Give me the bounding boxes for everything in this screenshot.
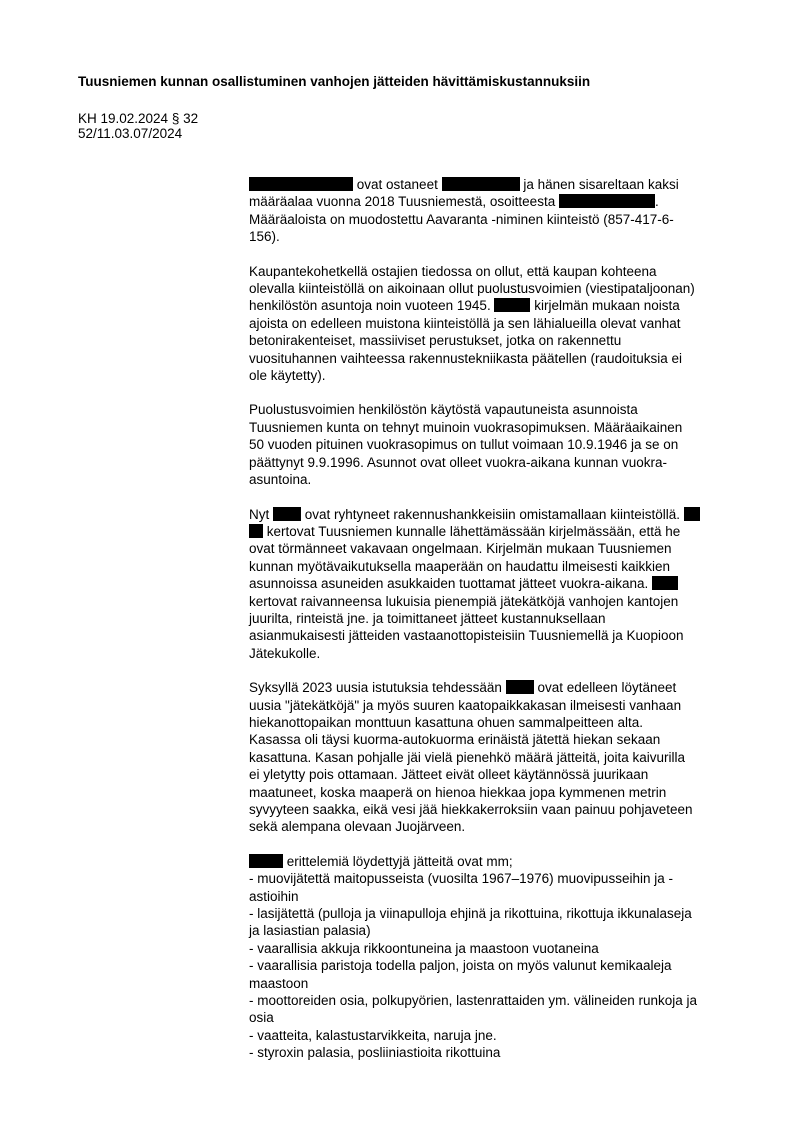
meeting-reference: KH 19.02.2024 § 32 <box>78 111 199 126</box>
document-title: Tuusniemen kunnan osallistuminen vanhojen jätteiden hävittämiskustannuksiin <box>78 74 591 89</box>
redaction-block <box>249 854 283 868</box>
list-item: maastoon <box>249 975 309 991</box>
document-meta <box>78 111 198 141</box>
paragraph-findings: Syksyllä 2023 uusia istutuksia tehdessään ovat edelleen löytäneet uusia "jätekätköjä" ja myös suuren kaatopaikkakasan ilmeisesti vanhaan hiekanottopaikan monttuun kasattuna ohuen sammalpeitteen alta. Kasassa oli täysi kuorma-autokuorma erinäistä jätettä hiekan sekaan kasattuna. Kasan pohjalle jäi vielä pienehkö määrä jätteitä, joita kaivurilla ei yletytty pois ottamaan. Jätteet eivät olleet käytännössä juurikaan maatuneet, koska maaperä on hienoa hiekkaa jopa kymmenen metrin syvyyteen saakka, eikä vesi jää hiekkakerroksiin vaan painuu pohjaveteen sekä alempana olevaan Juojärveen. <box>249 680 693 835</box>
redaction-block <box>506 680 534 694</box>
list-item: - styroxin palasia, posliiniastioita rikottuina <box>249 1045 501 1061</box>
redaction-block <box>559 194 655 208</box>
paragraph-lease: Puolustusvoimien henkilöstön käytöstä vapautuneista asunnoista Tuusniemen kunta on tehnyt muinoin vuokrasopimuksen. Määräaikainen 50 vuoden pituinen vuokrasopimus on tullut voimaan 10.9.1946 ja se on päättynyt 9.9.1996. Asunnot ovat olleet vuokra-aikana kunnan vuokra- asuntoina. <box>249 402 683 488</box>
paragraph-waste-list: erittelemiä löydettyjä jätteitä ovat mm; - muovijätettä maitopusseista (vuosilta 1967–1976) muovipusseihin ja - astioihin - lasijätettä (pulloja ja viinapulloja ehjinä ja rikottuina, rikottuja ikkunalaseja ja lasiastian palasia) - vaarallisia akkuja rikkoontuneina ja maastoon vuotaneina - vaarallisia paristoja todella paljon, joista on myös valunut kemikaaleja maastoon - moottoreiden osia, polkupyörien, lastenrattaiden ym. välineiden runkoja ja osia - vaatteita, kalastustarvikkeita, naruja jne. - styroxin palasia, posliiniastioita rikottuina <box>249 853 739 1062</box>
list-item: astioihin <box>249 888 299 904</box>
document-body <box>249 176 739 1079</box>
list-item: - vaarallisia paristoja todella paljon, joista on myös valunut kemikaaleja <box>249 958 672 974</box>
redaction-block <box>494 298 530 312</box>
list-item: ja lasiastian palasia) <box>249 923 371 939</box>
list-item: - vaatteita, kalastustarvikkeita, naruja jne. <box>249 1027 497 1043</box>
list-item: - moottoreiden osia, polkupyörien, lastenrattaiden ym. välineiden runkoja ja <box>249 993 698 1009</box>
list-item: - muovijätettä maitopusseista (vuosilta 1967–1976) muovipusseihin ja - <box>249 871 673 887</box>
redaction-block <box>249 177 353 191</box>
redaction-block <box>273 507 301 521</box>
record-number: 52/11.03.07/2024 <box>78 126 183 141</box>
list-item: - vaarallisia akkuja rikkoontuneina ja maastoon vuotaneina <box>249 940 599 956</box>
redaction-block <box>652 576 678 590</box>
redaction-block <box>684 507 700 521</box>
paragraph-purchase: ovat ostaneet ja hänen sisareltaan kaksi määräalaa vuonna 2018 Tuusniemestä, osoitteesta . Määräaloista on muodostettu Aavaranta -niminen kiinteistö (857-417-6- 156). <box>249 177 679 245</box>
list-item: osia <box>249 1010 274 1026</box>
redaction-block <box>442 177 520 191</box>
list-item: - lasijätettä (pulloja ja viinapulloja ehjinä ja rikottuina, rikottuja ikkunalaseja <box>249 906 692 922</box>
redaction-block <box>249 524 263 538</box>
paragraph-background: Kaupantekohetkellä ostajien tiedossa on ollut, että kaupan kohteena olevalla kiinteistöllä on aikoinaan ollut puolustusvoimien (viestipataljoonan) henkilöstön asuntoja noin vuoteen 1945. kirjelmän mukaan noista ajoista on edelleen muistona kiinteistöllä ja sen lähialueilla olevat vanhat betonirakenteiset, massiiviset perustukset, jotka on rakennettu vuosituhannen vaihteessa rakennustekniikasta päätellen (raudoituksia ei ole käytetty). <box>249 263 695 384</box>
paragraph-problem: Nyt ovat ryhtyneet rakennushankkeisiin omistamallaan kiinteistöllä. kertovat Tuusniemen kunnalle lähettämässään kirjelmässään, että he ovat törmänneet vakavaan ongelmaan. Kirjelmän mukaan Tuusniemen kunnan myötävaikutuksella maaperään on haudattu ilmeisesti kaikkien asunnoissa asuneiden asukkaiden tuottamat jätteet vuokra-aikana. kertovat raivanneensa lukuisia pienempiä jätekätköjä vanhojen kantojen juurilta, rinteistä jne. ja toimittaneet jätteet kustannuksellaan asianmukaisesti jätteiden vastaanottopisteisiin Tuusniemellä ja Kuopioon Jätekukolle. <box>249 506 739 663</box>
